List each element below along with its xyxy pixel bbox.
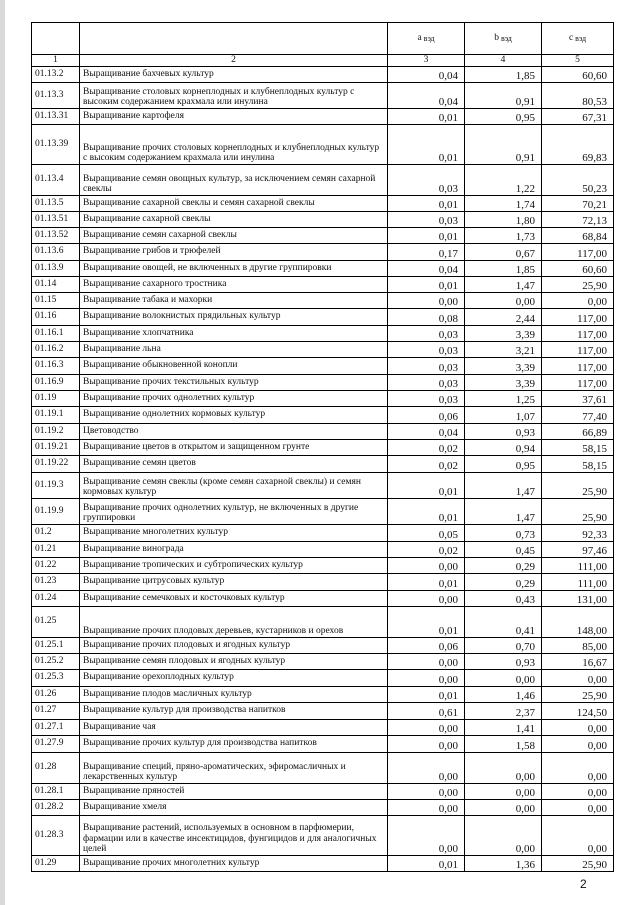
activity-name: Выращивание прочих однолетних культур — [80, 390, 388, 406]
coefficient-table — [31, 22, 614, 872]
value-c: 58,15 — [542, 439, 614, 455]
value-b: 0,91 — [465, 124, 542, 164]
value-b: 1,74 — [465, 195, 542, 211]
activity-code: 01.16.2 — [32, 341, 80, 357]
value-c: 0,00 — [542, 799, 614, 815]
value-b: 1,22 — [465, 164, 542, 195]
table-row — [32, 637, 614, 653]
value-c: 0,00 — [542, 669, 614, 686]
value-a: 0,03 — [388, 341, 465, 357]
activity-name: Выращивание прочих культур для производства напитков — [80, 735, 388, 752]
value-c: 80,53 — [542, 82, 614, 108]
activity-code: 01.21 — [32, 541, 80, 557]
activity-name: Выращивание льна — [80, 341, 388, 357]
value-b: 1,36 — [465, 855, 542, 871]
table-row — [32, 406, 614, 423]
value-b: 0,29 — [465, 573, 542, 590]
value-c: 60,60 — [542, 66, 614, 82]
table-row — [32, 341, 614, 357]
value-c: 37,61 — [542, 390, 614, 406]
activity-code: 01.13.9 — [32, 260, 80, 276]
value-a: 0,03 — [388, 164, 465, 195]
activity-code: 01.24 — [32, 590, 80, 606]
table-row — [32, 855, 614, 871]
table-row — [32, 799, 614, 815]
value-a: 0,01 — [388, 498, 465, 524]
activity-code: 01.13.4 — [32, 164, 80, 195]
activity-name: Выращивание однолетних кормовых культур — [80, 406, 388, 423]
value-b: 0,95 — [465, 455, 542, 472]
value-c: 69,83 — [542, 124, 614, 164]
value-a: 0,04 — [388, 66, 465, 82]
activity-name: Выращивание цветов в открытом и защищенном грунте — [80, 439, 388, 455]
value-b: 1,47 — [465, 472, 542, 498]
value-a: 0,01 — [388, 227, 465, 243]
table-row — [32, 308, 614, 325]
activity-code: 01.13.6 — [32, 243, 80, 260]
activity-name: Выращивание культур для производства напитков — [80, 702, 388, 719]
value-c: 16,67 — [542, 653, 614, 669]
activity-code: 01.25.3 — [32, 669, 80, 686]
column-index: 2 — [80, 55, 388, 67]
table-row — [32, 439, 614, 455]
value-b: 0,91 — [465, 82, 542, 108]
value-c: 0,00 — [542, 783, 614, 799]
value-c: 60,60 — [542, 260, 614, 276]
value-a: 0,00 — [388, 292, 465, 308]
value-a: 0,01 — [388, 124, 465, 164]
activity-name: Выращивание хмеля — [80, 799, 388, 815]
value-a: 0,00 — [388, 669, 465, 686]
column-index: 4 — [465, 55, 542, 67]
value-c: 25,90 — [542, 686, 614, 702]
value-b: 3,21 — [465, 341, 542, 357]
value-a: 0,03 — [388, 211, 465, 227]
activity-code: 01.19 — [32, 390, 80, 406]
value-a: 0,00 — [388, 557, 465, 573]
value-c: 148,00 — [542, 606, 614, 637]
activity-name: Выращивание сахарной свеклы — [80, 211, 388, 227]
value-b: 0,67 — [465, 243, 542, 260]
value-a: 0,00 — [388, 653, 465, 669]
table-row — [32, 735, 614, 752]
activity-name: Выращивание плодов масличных культур — [80, 686, 388, 702]
table-row — [32, 66, 614, 82]
table-row — [32, 325, 614, 341]
value-c: 25,90 — [542, 472, 614, 498]
value-c: 131,00 — [542, 590, 614, 606]
value-b: 1,85 — [465, 260, 542, 276]
activity-code: 01.28.3 — [32, 815, 80, 855]
value-b: 0,73 — [465, 524, 542, 541]
table-row — [32, 82, 614, 108]
value-a: 0,00 — [388, 590, 465, 606]
table-row — [32, 164, 614, 195]
activity-code: 01.19.1 — [32, 406, 80, 423]
value-c: 0,00 — [542, 719, 614, 735]
activity-code: 01.28 — [32, 752, 80, 783]
activity-name: Выращивание прочих многолетних культур — [80, 855, 388, 871]
value-c: 85,00 — [542, 637, 614, 653]
table-row — [32, 276, 614, 292]
value-b: 0,93 — [465, 423, 542, 439]
activity-name: Выращивание грибов и трюфелей — [80, 243, 388, 260]
activity-code: 01.15 — [32, 292, 80, 308]
column-index: 5 — [542, 55, 614, 67]
table-row — [32, 195, 614, 211]
activity-code: 01.19.9 — [32, 498, 80, 524]
table-row — [32, 211, 614, 227]
value-a: 0,06 — [388, 637, 465, 653]
value-c: 117,00 — [542, 357, 614, 374]
activity-name: Выращивание чая — [80, 719, 388, 735]
activity-code: 01.22 — [32, 557, 80, 573]
activity-code: 01.13.51 — [32, 211, 80, 227]
value-c: 68,84 — [542, 227, 614, 243]
value-c: 117,00 — [542, 325, 614, 341]
activity-code: 01.19.2 — [32, 423, 80, 439]
activity-code: 01.14 — [32, 276, 80, 292]
value-b: 0,70 — [465, 637, 542, 653]
value-b: 3,39 — [465, 374, 542, 390]
activity-code: 01.19.21 — [32, 439, 80, 455]
table-row — [32, 686, 614, 702]
column-index: 1 — [32, 55, 80, 67]
value-b: 2,37 — [465, 702, 542, 719]
value-b: 1,25 — [465, 390, 542, 406]
activity-code: 01.23 — [32, 573, 80, 590]
value-a: 0,04 — [388, 82, 465, 108]
value-a: 0,08 — [388, 308, 465, 325]
header-name-cell — [80, 23, 388, 55]
value-c: 111,00 — [542, 573, 614, 590]
table-row — [32, 455, 614, 472]
value-a: 0,00 — [388, 799, 465, 815]
value-c: 66,89 — [542, 423, 614, 439]
table-row — [32, 108, 614, 124]
value-a: 0,01 — [388, 686, 465, 702]
activity-name: Выращивание сахарной свеклы и семян сахарной свеклы — [80, 195, 388, 211]
value-a: 0,01 — [388, 855, 465, 871]
value-c: 117,00 — [542, 308, 614, 325]
activity-name: Выращивание растений, используемых в основном в парфюмерии, фармации или в качестве инсектицидов, фунгицидов и для аналогичных целей — [80, 815, 388, 855]
activity-name: Выращивание специй, пряно-ароматических, эфиромасличных и лекарственных культур — [80, 752, 388, 783]
value-b: 0,95 — [465, 108, 542, 124]
activity-name: Выращивание пряностей — [80, 783, 388, 799]
activity-name: Выращивание прочих плодовых и ягодных культур — [80, 637, 388, 653]
value-c: 97,46 — [542, 541, 614, 557]
activity-name: Выращивание бахчевых культур — [80, 66, 388, 82]
value-b: 0,93 — [465, 653, 542, 669]
activity-code: 01.26 — [32, 686, 80, 702]
value-b: 1,47 — [465, 498, 542, 524]
activity-code: 01.2 — [32, 524, 80, 541]
activity-name: Цветоводство — [80, 423, 388, 439]
activity-name: Выращивание орехоплодных культур — [80, 669, 388, 686]
activity-name: Выращивание картофеля — [80, 108, 388, 124]
activity-code: 01.25 — [32, 606, 80, 637]
value-b: 0,00 — [465, 783, 542, 799]
value-b: 0,00 — [465, 669, 542, 686]
value-a: 0,01 — [388, 195, 465, 211]
activity-name: Выращивание хлопчатника — [80, 325, 388, 341]
table-row — [32, 260, 614, 276]
header-code-cell — [32, 23, 80, 55]
value-a: 0,01 — [388, 276, 465, 292]
activity-code: 01.28.2 — [32, 799, 80, 815]
value-c: 0,00 — [542, 292, 614, 308]
activity-code: 01.27.9 — [32, 735, 80, 752]
value-a: 0,03 — [388, 374, 465, 390]
value-c: 58,15 — [542, 455, 614, 472]
column-index: 3 — [388, 55, 465, 67]
value-c: 67,31 — [542, 108, 614, 124]
table-row — [32, 573, 614, 590]
value-a: 0,01 — [388, 573, 465, 590]
value-a: 0,04 — [388, 260, 465, 276]
value-b: 1,80 — [465, 211, 542, 227]
value-c: 0,00 — [542, 735, 614, 752]
table-row — [32, 606, 614, 637]
value-a: 0,05 — [388, 524, 465, 541]
value-c: 0,00 — [542, 815, 614, 855]
value-a: 0,02 — [388, 541, 465, 557]
activity-code: 01.16.3 — [32, 357, 80, 374]
table-row — [32, 227, 614, 243]
value-a: 0,00 — [388, 815, 465, 855]
activity-name: Выращивание обыкновенной конопли — [80, 357, 388, 374]
value-a: 0,01 — [388, 472, 465, 498]
value-b: 1,07 — [465, 406, 542, 423]
activity-code: 01.28.1 — [32, 783, 80, 799]
table-row — [32, 292, 614, 308]
value-c: 25,90 — [542, 276, 614, 292]
value-a: 0,06 — [388, 406, 465, 423]
value-b: 1,41 — [465, 719, 542, 735]
value-b: 0,29 — [465, 557, 542, 573]
table-row — [32, 374, 614, 390]
activity-name: Выращивание семечковых и косточковых культур — [80, 590, 388, 606]
activity-code: 01.19.22 — [32, 455, 80, 472]
value-a: 0,61 — [388, 702, 465, 719]
activity-name: Выращивание цитрусовых культур — [80, 573, 388, 590]
table-row — [32, 541, 614, 557]
activity-code: 01.13.2 — [32, 66, 80, 82]
scan-edge — [0, 0, 5, 905]
activity-name: Выращивание прочих столовых корнеплодных и клубнеплодных культур с высоким содержанием крахмала или инулина — [80, 124, 388, 164]
value-a: 0,01 — [388, 606, 465, 637]
activity-name: Выращивание прочих однолетних культур, не включенных в другие группировки — [80, 498, 388, 524]
table-row — [32, 653, 614, 669]
value-c: 25,90 — [542, 855, 614, 871]
value-a: 0,02 — [388, 455, 465, 472]
activity-name: Выращивание волокнистых прядильных культур — [80, 308, 388, 325]
table-row — [32, 524, 614, 541]
value-c: 92,33 — [542, 524, 614, 541]
value-b: 0,45 — [465, 541, 542, 557]
table-row — [32, 719, 614, 735]
table-row — [32, 124, 614, 164]
activity-code: 01.16 — [32, 308, 80, 325]
activity-name: Выращивание прочих плодовых деревьев, кустарников и орехов — [80, 606, 388, 637]
table-row — [32, 472, 614, 498]
activity-name: Выращивание прочих текстильных культур — [80, 374, 388, 390]
value-c: 70,21 — [542, 195, 614, 211]
activity-code: 01.13.39 — [32, 124, 80, 164]
value-c: 117,00 — [542, 374, 614, 390]
activity-code: 01.13.5 — [32, 195, 80, 211]
value-b: 1,58 — [465, 735, 542, 752]
table-row — [32, 702, 614, 719]
value-b: 0,43 — [465, 590, 542, 606]
activity-name: Выращивание винограда — [80, 541, 388, 557]
value-a: 0,01 — [388, 108, 465, 124]
value-a: 0,17 — [388, 243, 465, 260]
value-b: 1,73 — [465, 227, 542, 243]
value-c: 117,00 — [542, 243, 614, 260]
value-a: 0,00 — [388, 719, 465, 735]
value-b: 0,00 — [465, 799, 542, 815]
activity-name: Выращивание табака и махорки — [80, 292, 388, 308]
value-a: 0,03 — [388, 390, 465, 406]
value-b: 1,47 — [465, 276, 542, 292]
page-number: 2 — [580, 877, 587, 891]
activity-code: 01.13.31 — [32, 108, 80, 124]
activity-name: Выращивание многолетних культур — [80, 524, 388, 541]
header-col-b: b $_{вэд}$ — [465, 23, 542, 55]
table-row — [32, 390, 614, 406]
value-a: 0,02 — [388, 439, 465, 455]
activity-code: 01.13.52 — [32, 227, 80, 243]
value-a: 0,00 — [388, 783, 465, 799]
table-row — [32, 557, 614, 573]
activity-name: Выращивание семян сахарной свеклы — [80, 227, 388, 243]
value-c: 0,00 — [542, 752, 614, 783]
header-col-c: c $_{вэд}$ — [542, 23, 614, 55]
value-c: 124,50 — [542, 702, 614, 719]
activity-code: 01.25.2 — [32, 653, 80, 669]
activity-code: 01.27.1 — [32, 719, 80, 735]
table-row — [32, 783, 614, 799]
header-col-a: a $_{вэд}$ — [388, 23, 465, 55]
value-a: 0,00 — [388, 735, 465, 752]
value-b: 0,94 — [465, 439, 542, 455]
table-row — [32, 243, 614, 260]
header-row — [32, 23, 614, 55]
activity-name: Выращивание семян свеклы (кроме семян сахарной свеклы) и семян кормовых культур — [80, 472, 388, 498]
value-b: 3,39 — [465, 357, 542, 374]
value-c: 77,40 — [542, 406, 614, 423]
value-b: 0,00 — [465, 815, 542, 855]
value-a: 0,03 — [388, 325, 465, 341]
activity-code: 01.25.1 — [32, 637, 80, 653]
activity-code: 01.19.3 — [32, 472, 80, 498]
value-c: 111,00 — [542, 557, 614, 573]
value-b: 1,46 — [465, 686, 542, 702]
value-a: 0,00 — [388, 752, 465, 783]
table-row — [32, 590, 614, 606]
table-row — [32, 498, 614, 524]
value-b: 0,00 — [465, 292, 542, 308]
activity-name: Выращивание овощей, не включенных в другие группировки — [80, 260, 388, 276]
activity-name: Выращивание семян плодовых и ягодных культур — [80, 653, 388, 669]
value-a: 0,04 — [388, 423, 465, 439]
value-b: 0,00 — [465, 752, 542, 783]
value-b: 3,39 — [465, 325, 542, 341]
activity-name: Выращивание семян овощных культур, за исключением семян сахарной свеклы — [80, 164, 388, 195]
value-c: 117,00 — [542, 341, 614, 357]
value-c: 25,90 — [542, 498, 614, 524]
activity-code: 01.29 — [32, 855, 80, 871]
table-row — [32, 815, 614, 855]
activity-name: Выращивание тропических и субтропических культур — [80, 557, 388, 573]
table-row — [32, 423, 614, 439]
column-index-row — [32, 55, 614, 67]
activity-name: Выращивание сахарного тростника — [80, 276, 388, 292]
activity-name: Выращивание столовых корнеплодных и клубнеплодных культур с высоким содержанием крахмала или инулина — [80, 82, 388, 108]
value-b: 2,44 — [465, 308, 542, 325]
activity-code: 01.13.3 — [32, 82, 80, 108]
activity-code: 01.16.9 — [32, 374, 80, 390]
activity-name: Выращивание семян цветов — [80, 455, 388, 472]
table-row — [32, 669, 614, 686]
table-row — [32, 752, 614, 783]
activity-code: 01.27 — [32, 702, 80, 719]
value-c: 50,23 — [542, 164, 614, 195]
value-a: 0,03 — [388, 357, 465, 374]
value-b: 0,41 — [465, 606, 542, 637]
value-c: 72,13 — [542, 211, 614, 227]
table-row — [32, 357, 614, 374]
activity-code: 01.16.1 — [32, 325, 80, 341]
value-b: 1,85 — [465, 66, 542, 82]
